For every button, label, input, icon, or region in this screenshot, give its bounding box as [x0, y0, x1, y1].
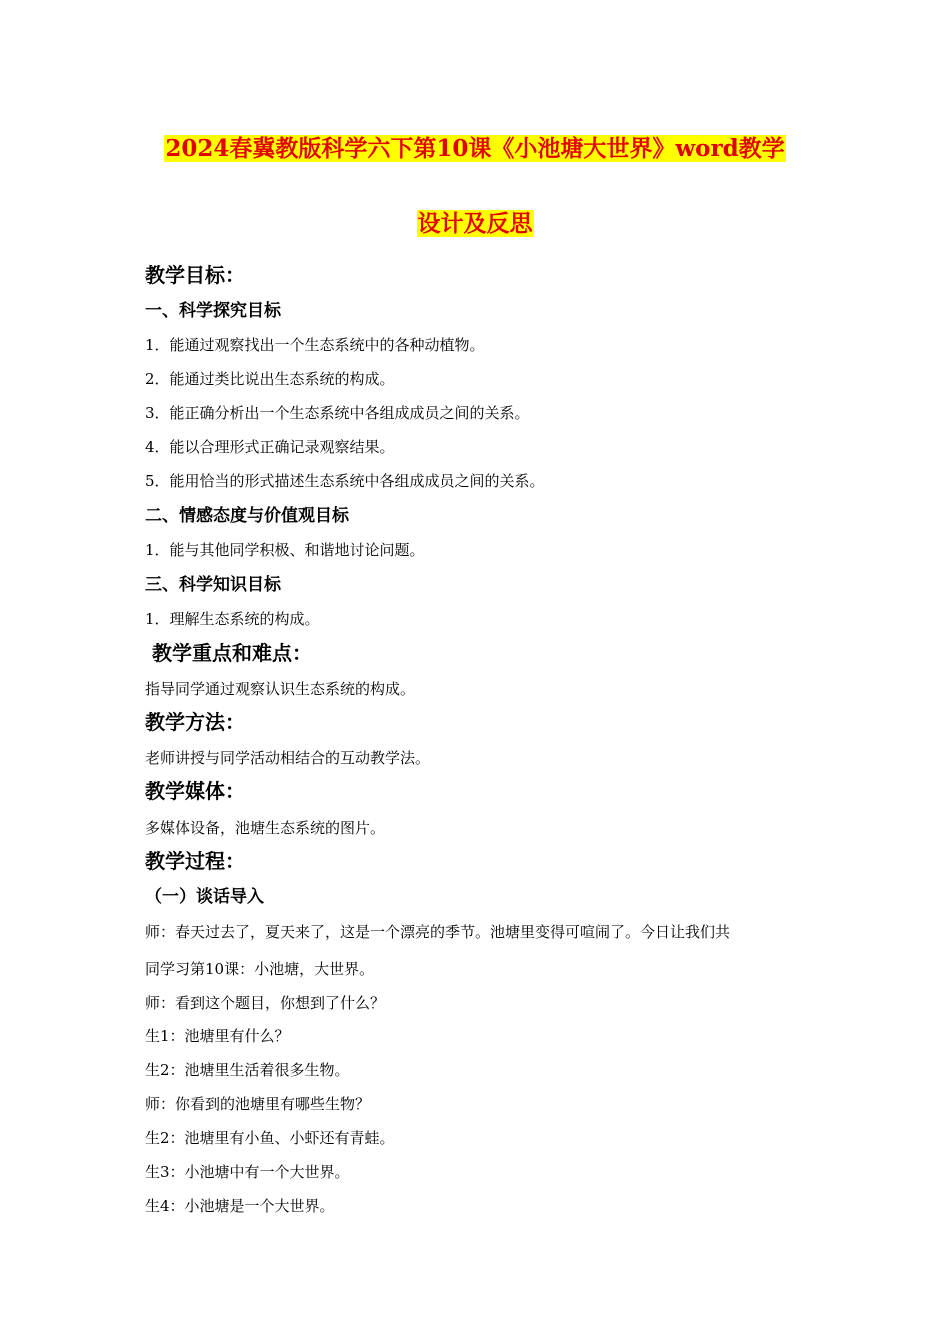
goal1-item: 1．能通过观察找出一个生态系统中的各种动植物。 [145, 336, 485, 354]
goal1-item: 3．能正确分析出一个生态系统中各组成成员之间的关系。 [145, 404, 530, 422]
dialogue-line: 同学习第10课：小池塘，大世界。 [145, 960, 375, 978]
title-highlight-1: 2024春冀教版科学六下第10课《小池塘大世界》word教学 [165, 135, 785, 162]
keypoints-heading: 教学重点和难点： [145, 641, 312, 665]
goal3-heading: 三、科学知识目标 [145, 575, 281, 595]
dialogue-line: 生3：小池塘中有一个大世界。 [145, 1163, 350, 1181]
dialogue-line: 师：你看到的池塘里有哪些生物？ [145, 1095, 371, 1113]
goal2-heading: 二、情感态度与价值观目标 [145, 506, 349, 526]
goal1-heading: 一、科学探究目标 [145, 301, 281, 321]
goal1-item: 5．能用恰当的形式描述生态系统中各组成成员之间的关系。 [145, 472, 545, 490]
method-heading: 教学方法： [145, 710, 245, 734]
title-highlight-2: 设计及反思 [417, 210, 533, 237]
keypoints-text: 指导同学通过观察认识生态系统的构成。 [145, 680, 416, 698]
dialogue-line: 师：春天过去了，夏天来了，这是一个漂亮的季节。池塘里变得可喧闹了。今日让我们共 [145, 923, 731, 941]
dialogue-line: 师：看到这个题目，你想到了什么？ [145, 994, 386, 1012]
dialogue-line: 生1：池塘里有什么？ [145, 1027, 290, 1045]
media-text: 多媒体设备，池塘生态系统的图片。 [145, 819, 386, 837]
media-heading: 教学媒体： [145, 779, 245, 803]
document-title-line1 [0, 134, 950, 164]
process-heading: 教学过程： [145, 849, 245, 873]
goal2-item: 1．能与其他同学积极、和谐地讨论问题。 [145, 541, 425, 559]
dialogue-line: 生4：小池塘是一个大世界。 [145, 1197, 335, 1215]
goal1-item: 2．能通过类比说出生态系统的构成。 [145, 370, 395, 388]
dialogue-line: 生2：池塘里有小鱼、小虾还有青蛙。 [145, 1129, 395, 1147]
method-text: 老师讲授与同学活动相结合的互动教学法。 [145, 749, 431, 767]
goals-heading: 教学目标： [145, 263, 245, 287]
document-title-line2 [0, 209, 950, 239]
goal1-item: 4．能以合理形式正确记录观察结果。 [145, 438, 395, 456]
goal3-item: 1．理解生态系统的构成。 [145, 610, 320, 628]
process-subheading: （一）谈话导入 [145, 887, 264, 907]
dialogue-line: 生2：池塘里生活着很多生物。 [145, 1061, 350, 1079]
